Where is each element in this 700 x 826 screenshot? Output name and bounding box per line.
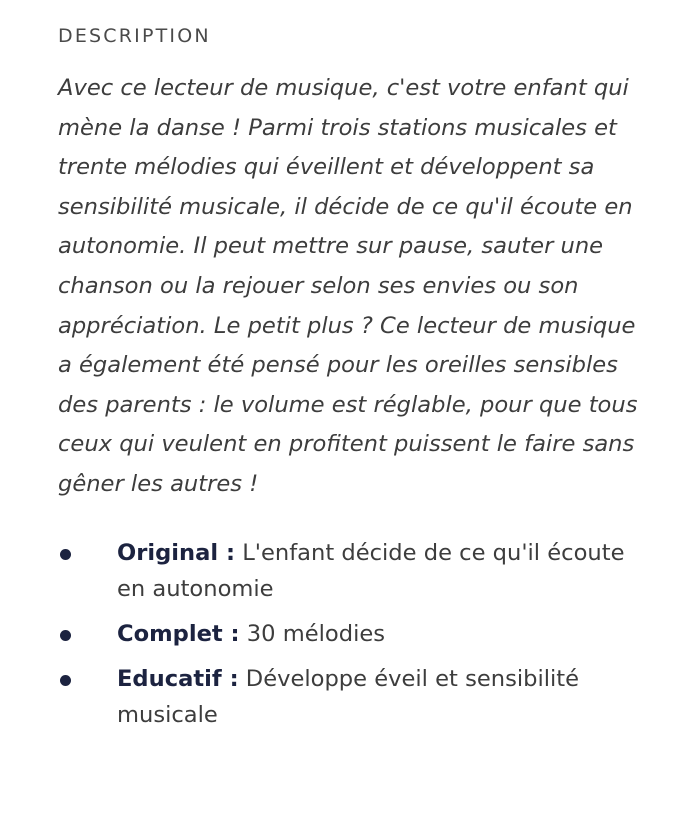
- feature-text: Développe éveil et sensibilité musicale: [117, 665, 580, 728]
- bullet-icon: [60, 675, 71, 686]
- bullet-icon: [60, 549, 71, 560]
- feature-text: 30 mélodies: [246, 620, 386, 647]
- feature-text: L'enfant décide de ce qu'il écoute en autonomie: [117, 539, 625, 602]
- feature-item-original: [58, 535, 658, 607]
- product-description-section: [58, 0, 658, 742]
- feature-item-educatif: [58, 661, 658, 733]
- feature-label: Educatif :: [117, 665, 239, 692]
- section-heading: DESCRIPTION: [58, 25, 211, 47]
- feature-label: Original :: [117, 539, 235, 566]
- feature-item-complet: [58, 616, 658, 652]
- feature-list: [58, 535, 658, 733]
- description-paragraph: Avec ce lecteur de musique, c'est votre enfant qui mène la danse ! Parmi trois stations musicales et trente mélodies qui éveillent et développent sa sensibilité musicale, il décide de ce qu'il écoute en autonomie. Il peut mettre sur pause, sauter une chanson ou la rejouer selon ses envies ou son appréciation. Le petit plus ? Ce lecteur de musique a également été pensé pour les oreilles sensibles des parents : le volume est réglable, pour que tous ceux qui veulent en profitent puissent le faire sans gêner les autres !: [58, 75, 638, 497]
- bullet-icon: [60, 630, 71, 641]
- feature-label: Complet :: [117, 620, 240, 647]
